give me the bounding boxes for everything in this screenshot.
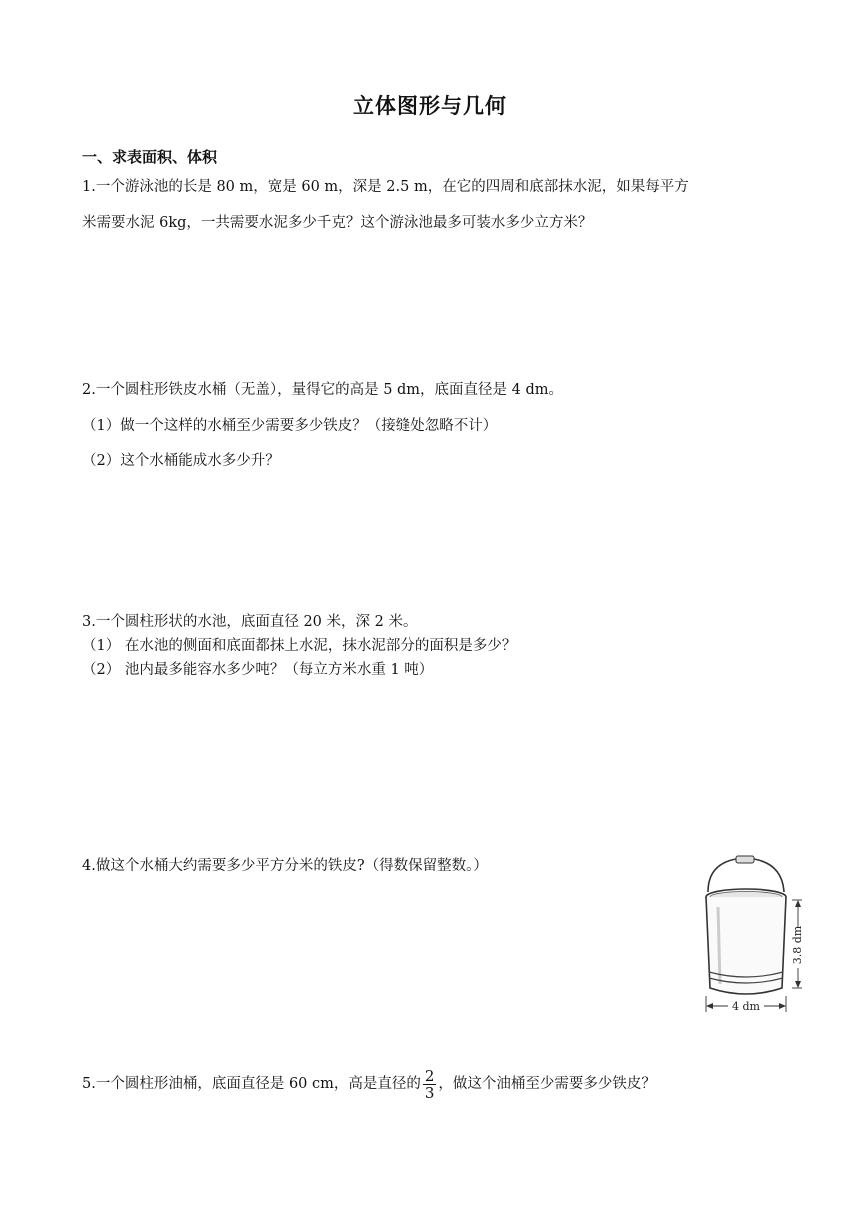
page-title: 立体图形与几何 [353, 93, 507, 118]
diameter-label: 4 dm [732, 1000, 760, 1013]
height-label: 3.8 dm [791, 925, 804, 965]
question-3-sub-1: （1） 在水池的侧面和底面都抹上水泥，抹水泥部分的面积是多少？ [82, 638, 517, 654]
question-5-text-after: ，做这个油桶至少需要多少铁皮？ [438, 1076, 656, 1092]
question-1-line-1: 1.一个游泳池的长是 80 m，宽是 60 m，深是 2.5 m，在它的四周和底部抹水泥，如果每平方 [82, 179, 689, 195]
question-3-sub-2: （2） 池内最多能容水多少吨？（每立方米水重 1 吨） [82, 662, 434, 678]
fraction-numerator: 2 [424, 1066, 435, 1085]
question-2-line-1: 2.一个圆柱形铁皮水桶（无盖），量得它的高是 5 dm，底面直径是 4 dm。 [82, 382, 564, 398]
question-1-line-2: 米需要水泥 6kg，一共需要水泥多少千克？这个游泳池最多可装水多少立方米？ [82, 215, 593, 231]
question-5-line-1 [82, 1064, 656, 1104]
question-4-line-1: 4.做这个水桶大约需要多少平方分米的铁皮?（得数保留整数。） [82, 858, 488, 874]
fraction [423, 1068, 437, 1101]
fraction-denominator: 3 [424, 1083, 435, 1102]
section-heading: 一、求表面积、体积 [82, 148, 218, 166]
question-2-sub-1: （1）做一个这样的水桶至少需要多少铁皮？（接缝处忽略不计） [82, 418, 498, 434]
question-2-sub-2: （2）这个水桶能成水多少升？ [82, 453, 280, 469]
bucket-figure [698, 852, 816, 1022]
question-3-line-1: 3.一个圆柱形状的水池，底面直径 20 米，深 2 米。 [82, 614, 418, 630]
question-5-text-before: 5.一个圆柱形油桶，底面直径是 60 cm，高是直径的 [82, 1076, 421, 1092]
